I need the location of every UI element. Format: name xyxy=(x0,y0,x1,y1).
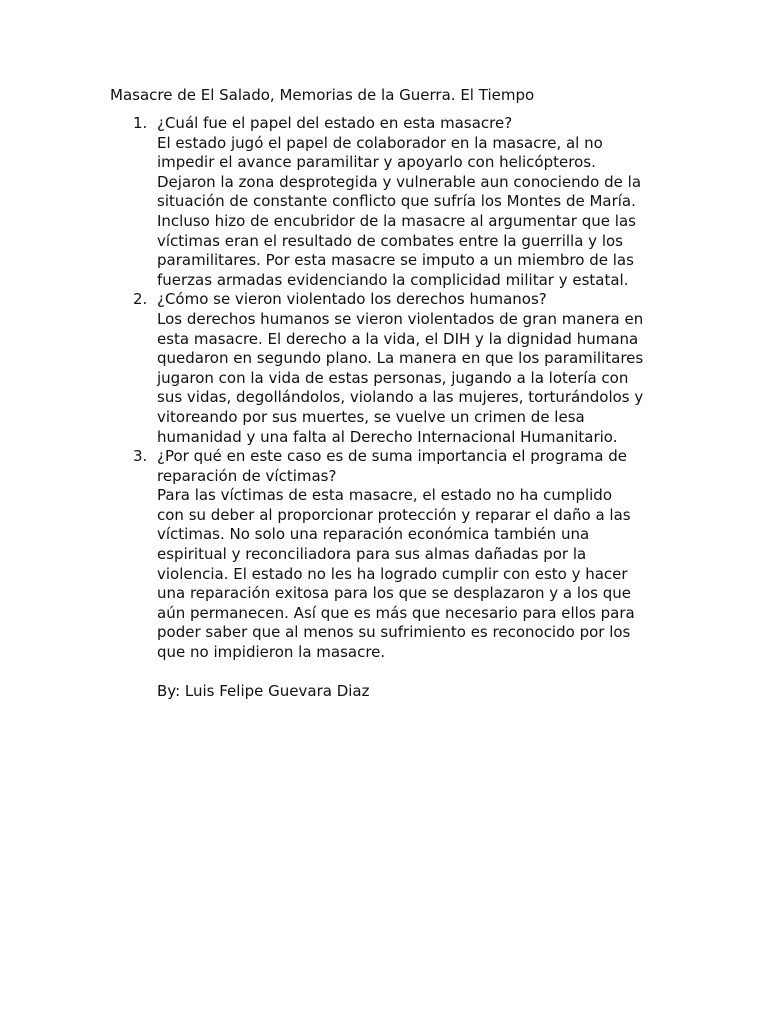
answer-line: Dejaron la zona desprotegida y vulnerable aun conociendo de la xyxy=(157,172,642,191)
answer-line: Los derechos humanos se vieron violentados de gran manera en xyxy=(157,309,644,328)
answer-line: poder saber que al menos su sufrimiento es reconocido por los xyxy=(157,623,631,642)
answer-line: espiritual y reconciliadora para sus almas dañadas por la xyxy=(157,545,587,564)
list-item xyxy=(110,290,680,447)
answer-line: El estado jugó el papel de colaborador en la masacre, al no xyxy=(157,133,603,152)
answer-line: paramilitares. Por esta masacre se imputo a un miembro de las xyxy=(157,251,634,270)
list-number: 1. xyxy=(133,114,148,132)
answer-line: fuerzas armadas evidenciando la complicidad militar y estatal. xyxy=(157,270,629,289)
question-text: ¿Cuál fue el papel del estado en esta masacre? xyxy=(157,114,513,132)
answer-line: situación de constante conflicto que sufría los Montes de María. xyxy=(157,192,636,211)
list-number: 2. xyxy=(133,290,148,309)
list-number: 3. xyxy=(133,447,148,466)
answer-line: una reparación exitosa para los que se desplazaron y a los que xyxy=(157,584,632,603)
answer-line: víctimas. No solo una reparación económica también una xyxy=(157,525,590,544)
answer-line: violencia. El estado no les ha logrado cumplir con esto y hacer xyxy=(157,564,628,583)
answer-line: quedaron en segundo plano. La manera en que los paramilitares xyxy=(157,349,644,368)
list-item xyxy=(110,447,680,663)
question-list xyxy=(110,114,680,663)
answer-line: Para las víctimas de esta masacre, el estado no ha cumplido xyxy=(157,486,613,505)
document-title: Masacre de El Salado, Memorias de la Guerra. El Tiempo xyxy=(110,86,535,104)
answer-line: aún permanecen. Así que es más que necesario para ellos para xyxy=(157,603,635,622)
answer-line: esta masacre. El derecho a la vida, el DIH y la dignidad humana xyxy=(157,329,639,348)
answer-line: impedir el avance paramilitar y apoyarlo con helicópteros. xyxy=(157,153,596,172)
author-byline: By: Luis Felipe Guevara Diaz xyxy=(157,682,370,700)
answer-line: jugaron con la vida de estas personas, jugando a la lotería con xyxy=(157,368,629,387)
question-line: reparación de víctimas? xyxy=(157,466,337,485)
answer-line: víctimas eran el resultado de combates entre la guerrilla y los xyxy=(157,231,623,250)
answer-line: sus vidas, degollándolos, violando a las mujeres, torturándolos y xyxy=(157,388,644,407)
answer-line: humanidad y una falta al Derecho Internacional Humanitario. xyxy=(157,427,618,446)
answer-line: que no impidieron la masacre. xyxy=(157,643,386,662)
list-item xyxy=(110,114,680,290)
answer-line: con su deber al proporcionar protección y reparar el daño a las xyxy=(157,505,631,524)
answer-line: vitoreando por sus muertes, se vuelve un crimen de lesa xyxy=(157,407,585,426)
question-line: ¿Por qué en este caso es de suma importancia el programa de xyxy=(157,447,627,466)
answer-line: Incluso hizo de encubridor de la masacre al argumentar que las xyxy=(157,211,636,230)
question-text: ¿Cómo se vieron violentado los derechos humanos? xyxy=(157,290,547,309)
